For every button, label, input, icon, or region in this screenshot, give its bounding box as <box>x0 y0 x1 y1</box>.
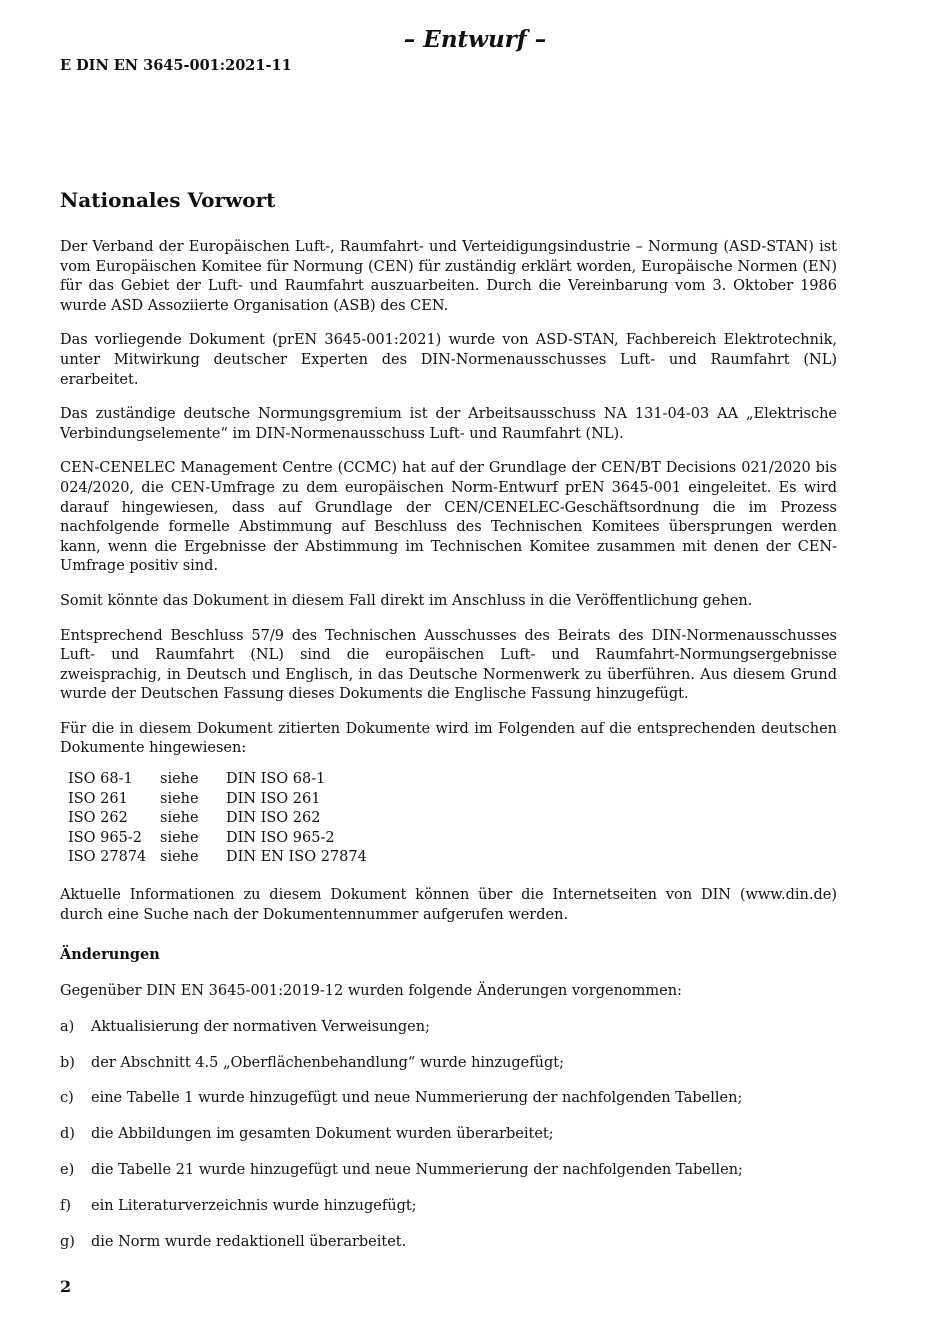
paragraph-cited-documents: Für die in diesem Dokument zitierten Dokumente wird im Folgenden auf die entsprechenden deutschen Dokumente hingewiesen: <box>60 720 837 757</box>
reference-row <box>68 770 367 790</box>
list-item-text: die Tabelle 21 wurde hinzugefügt und neue Nummerierung der nachfolgenden Tabellen; <box>91 1161 743 1178</box>
list-item-text: die Abbildungen im gesamten Dokument wurden überarbeitet; <box>91 1126 554 1143</box>
reference-link-word: siehe <box>160 849 199 866</box>
list-item-letter: d) <box>60 1126 75 1143</box>
list-item-text: eine Tabelle 1 wurde hinzugefügt und neue Nummerierung der nachfolgenden Tabellen; <box>91 1090 743 1107</box>
reference-row <box>68 809 367 829</box>
list-item <box>60 1054 837 1074</box>
din-reference: DIN ISO 262 <box>226 810 321 827</box>
din-reference: DIN ISO 965-2 <box>226 829 335 846</box>
section-title: Nationales Vorwort <box>60 188 276 212</box>
reference-row <box>68 829 367 849</box>
list-item-letter: f) <box>60 1197 72 1214</box>
paragraph-online-info: Aktuelle Informationen zu diesem Dokument können über die Internetseiten von DIN (www.din.de) durch eine Suche nach der Dokumentennummer aufgerufen werden. <box>60 887 837 923</box>
list-item-letter: g) <box>60 1233 75 1250</box>
document-identifier: E DIN EN 3645-001:2021-11 <box>60 57 292 74</box>
list-item <box>60 1018 837 1038</box>
paragraph-committee: Das zuständige deutsche Normungsgremium ist der Arbeitsausschuss NA 131-04-03 AA „Elektrische Verbindungselemente“ im DIN-Normenausschuss Luft- und Raumfahrt (NL). <box>60 406 837 442</box>
list-item <box>60 1089 837 1109</box>
reference-link-word: siehe <box>160 790 199 807</box>
reference-link-word: siehe <box>160 810 199 827</box>
list-item-letter: a) <box>60 1018 75 1035</box>
reference-row <box>68 790 367 810</box>
list-item-letter: c) <box>60 1090 74 1107</box>
paragraph-bilingual: Entsprechend Beschluss 57/9 des Technischen Ausschusses des Beirats des DIN-Normenausschusses Luft- und Raumfahrt (NL) sind die europäischen Luft- und Raumfahrt-Normungsergebnisse zweisprachig, in Deutsch und Englisch, in das Deutsche Normenwerk zu überführen. Aus diesem Grund wurde der Deutschen Fassung dieses Dokuments die Englische Fassung hinzugefügt. <box>60 627 837 703</box>
iso-reference: ISO 68-1 <box>68 771 133 788</box>
reference-row <box>68 848 367 868</box>
list-item <box>60 1233 837 1253</box>
din-reference: DIN ISO 261 <box>226 790 321 807</box>
list-item-text: der Abschnitt 4.5 „Oberflächenbehandlung“ wurde hinzugefügt; <box>91 1054 564 1071</box>
paragraph-document-origin: Das vorliegende Dokument (prEN 3645-001:2021) wurde von ASD-STAN, Fachbereich Elektrotechnik, unter Mitwirkung deutscher Experten des DIN-Normenausschusses Luft- und Raumfahrt (NL) erarbeitet. <box>60 332 837 388</box>
draft-watermark-title: – Entwurf – <box>403 26 547 53</box>
iso-reference: ISO 27874 <box>68 849 147 866</box>
changes-intro: Gegenüber DIN EN 3645-001:2019-12 wurden folgende Änderungen vorgenommen: <box>60 983 682 1000</box>
list-item <box>60 1161 837 1181</box>
reference-link-word: siehe <box>160 771 199 788</box>
iso-reference: ISO 262 <box>68 810 128 827</box>
changes-list <box>60 1018 837 1252</box>
list-item <box>60 1197 837 1217</box>
list-item <box>60 1125 837 1145</box>
paragraph-ccmc-survey: CEN-CENELEC Management Centre (CCMC) hat auf der Grundlage der CEN/BT Decisions 021/2020 bis 024/2020, die CEN-Umfrage zu dem europäischen Norm-Entwurf prEN 3645-001 eingeleitet. Es wird darauf hingewiesen, dass auf Grundlage der CEN/CENELEC-Geschäftsordnung die im Prozess nachfolgende formelle Abstimmung auf Beschluss des Technischen Komitees übersprungen werden kann, wenn die Ergebnisse der Abstimmung im Technischen Komitee zusammen mit denen der CEN-Umfrage positiv sind. <box>60 460 837 575</box>
paragraph-asd-stan: Der Verband der Europäischen Luft-, Raumfahrt- und Verteidigungsindustrie – Normung (ASD-STAN) ist vom Europäischen Komitee für Normung (CEN) für zuständig erklärt worden, Europäische Normen (EN) für das Gebiet der Luft- und Raumfahrt auszuarbeiten. Durch die Vereinbarung vom 3. Oktober 1986 wurde ASD Assoziierte Organisation (ASB) des CEN. <box>60 239 837 314</box>
reference-link-word: siehe <box>160 829 199 846</box>
page-number: 2 <box>60 1277 72 1296</box>
reference-table <box>68 770 367 868</box>
list-item-letter: e) <box>60 1161 75 1178</box>
din-reference: DIN ISO 68-1 <box>226 771 326 788</box>
paragraph-publication: Somit könnte das Dokument in diesem Fall direkt im Anschluss in die Veröffentlichung gehen. <box>60 592 753 609</box>
changes-heading: Änderungen <box>60 946 160 964</box>
iso-reference: ISO 965-2 <box>68 829 142 846</box>
list-item-text: Aktualisierung der normativen Verweisungen; <box>91 1018 430 1035</box>
din-reference: DIN EN ISO 27874 <box>226 849 367 866</box>
document-body <box>60 186 837 1268</box>
list-item-text: die Norm wurde redaktionell überarbeitet. <box>91 1233 407 1250</box>
iso-reference: ISO 261 <box>68 790 128 807</box>
list-item-text: ein Literaturverzeichnis wurde hinzugefügt; <box>91 1197 417 1214</box>
list-item-letter: b) <box>60 1054 75 1071</box>
